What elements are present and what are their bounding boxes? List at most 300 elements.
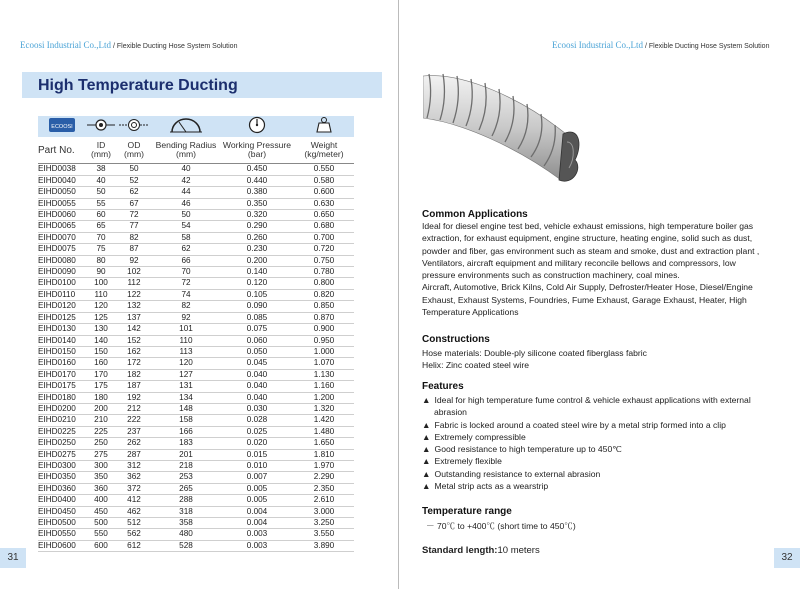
table-row — [38, 164, 354, 175]
table-cell: 40 — [86, 175, 116, 186]
table-cell: 50 — [86, 187, 116, 198]
table-cell: 462 — [116, 506, 152, 517]
table-row — [38, 472, 354, 483]
column-header — [38, 137, 86, 164]
text-line: powder and fiber, gas environment such as steam and smoke, dust and extraction plant , — [422, 245, 760, 256]
table-cell: 0.030 — [220, 403, 294, 414]
table-cell: 1.320 — [294, 403, 354, 414]
table-row — [38, 392, 354, 403]
table-cell: 70 — [86, 232, 116, 243]
table-cell: 362 — [116, 472, 152, 483]
table-cell: 372 — [116, 483, 152, 494]
table-cell: 0.720 — [294, 244, 354, 255]
column-header-line: OD — [127, 140, 141, 151]
pressure-gauge-icon — [220, 116, 294, 137]
table-cell: 162 — [116, 346, 152, 357]
table-cell: 0.075 — [220, 324, 294, 335]
table-cell: 62 — [152, 244, 220, 255]
column-header-line: Weight — [310, 140, 338, 151]
table-cell: 50 — [152, 210, 220, 221]
table-cell: 92 — [116, 255, 152, 266]
triangle-bullet-icon: ▲ — [422, 419, 431, 430]
table-row — [38, 335, 354, 346]
table-cell: 0.004 — [220, 506, 294, 517]
table-cell: 113 — [152, 346, 220, 357]
table-row — [38, 460, 354, 471]
feature-item — [422, 443, 780, 455]
table-cell: 0.230 — [220, 244, 294, 255]
table-cell: 212 — [116, 403, 152, 414]
table-cell: 0.290 — [220, 221, 294, 232]
table-cell: 92 — [152, 312, 220, 323]
triangle-bullet-icon: ▲ — [422, 456, 431, 467]
table-cell: 101 — [152, 324, 220, 335]
table-cell: 0.750 — [294, 255, 354, 266]
table-row — [38, 301, 354, 312]
table-cell: EIHD0070 — [38, 232, 86, 243]
table-cell: 50 — [116, 164, 152, 175]
table-row — [38, 518, 354, 529]
table-cell: 60 — [86, 210, 116, 221]
table-cell: EIHD0275 — [38, 449, 86, 460]
table-cell: 250 — [86, 438, 116, 449]
table-cell: 0.040 — [220, 369, 294, 380]
table-row — [38, 175, 354, 186]
table-cell: 0.950 — [294, 335, 354, 346]
table-cell: 562 — [116, 529, 152, 540]
table-row — [38, 267, 354, 278]
table-row — [38, 403, 354, 414]
table-row — [38, 198, 354, 209]
table-row — [38, 540, 354, 551]
table-cell: 75 — [86, 244, 116, 255]
page-title: High Temperature Ducting — [38, 77, 238, 94]
table-cell: 70 — [152, 267, 220, 278]
spec-table — [38, 116, 354, 552]
table-cell: 265 — [152, 483, 220, 494]
table-cell: EIHD0150 — [38, 346, 86, 357]
table-cell: EIHD0075 — [38, 244, 86, 255]
table-cell: EIHD0050 — [38, 187, 86, 198]
column-header-line: Working Pressure — [222, 140, 292, 151]
feature-item — [422, 394, 780, 419]
hose-photo-icon — [423, 68, 585, 196]
table-cell: 0.090 — [220, 301, 294, 312]
table-cell: 0.120 — [220, 278, 294, 289]
table-cell: 0.005 — [220, 495, 294, 506]
table-cell: 183 — [152, 438, 220, 449]
column-header-unit: (mm) — [123, 149, 145, 160]
table-cell: 0.550 — [294, 164, 354, 175]
table-cell: 0.350 — [220, 198, 294, 209]
table-cell: 102 — [116, 267, 152, 278]
logo-text: ECOOSI — [51, 124, 73, 130]
table-cell: EIHD0550 — [38, 529, 86, 540]
header-slash-right: / — [644, 43, 647, 50]
table-cell: 400 — [86, 495, 116, 506]
table-cell: 180 — [86, 392, 116, 403]
table-cell: 134 — [152, 392, 220, 403]
table-cell: 412 — [116, 495, 152, 506]
table-cell: 54 — [152, 221, 220, 232]
table-cell: 0.820 — [294, 289, 354, 300]
header-slash: / — [112, 43, 115, 50]
constructions-text — [422, 347, 777, 372]
triangle-bullet-icon: ▲ — [422, 395, 431, 405]
table-cell: 218 — [152, 460, 220, 471]
table-cell: 0.004 — [220, 518, 294, 529]
table-cell: 0.680 — [294, 221, 354, 232]
table-cell: 275 — [86, 449, 116, 460]
table-cell: 3.000 — [294, 506, 354, 517]
table-cell: EIHD0450 — [38, 506, 86, 517]
table-row — [38, 449, 354, 460]
table-cell: 0.010 — [220, 460, 294, 471]
table-row — [38, 187, 354, 198]
table-cell: 140 — [86, 335, 116, 346]
table-cell: 312 — [116, 460, 152, 471]
table-cell: 0.028 — [220, 415, 294, 426]
column-header — [152, 137, 220, 164]
table-row — [38, 483, 354, 494]
table-cell: 225 — [86, 426, 116, 437]
table-cell: 0.200 — [220, 255, 294, 266]
table-cell: 0.650 — [294, 210, 354, 221]
table-cell: 1.650 — [294, 438, 354, 449]
table-cell: 87 — [116, 244, 152, 255]
table-cell: 253 — [152, 472, 220, 483]
table-cell: EIHD0400 — [38, 495, 86, 506]
table-cell: 38 — [86, 164, 116, 175]
table-cell: 112 — [116, 278, 152, 289]
table-row — [38, 255, 354, 266]
table-cell: 66 — [152, 255, 220, 266]
ecoosi-logo-icon — [38, 116, 86, 137]
table-row — [38, 324, 354, 335]
company-name-right: Ecoosi Industrial Co.,Ltd — [552, 40, 643, 50]
common-applications-heading: Common Applications — [422, 209, 528, 220]
table-row — [38, 210, 354, 221]
table-cell: 152 — [116, 335, 152, 346]
triangle-bullet-icon: ▲ — [422, 481, 431, 492]
table-cell: 0.040 — [220, 381, 294, 392]
table-cell: 0.260 — [220, 232, 294, 243]
features-heading: Features — [422, 381, 464, 392]
table-row — [38, 438, 354, 449]
table-cell: 127 — [152, 369, 220, 380]
table-cell: EIHD0300 — [38, 460, 86, 471]
table-cell: 288 — [152, 495, 220, 506]
column-header-unit: (mm) — [175, 149, 197, 160]
table-cell: EIHD0225 — [38, 426, 86, 437]
feature-item — [422, 480, 780, 492]
table-cell: 480 — [152, 529, 220, 540]
table-cell: 237 — [116, 426, 152, 437]
table-cell: 175 — [86, 381, 116, 392]
table-row — [38, 506, 354, 517]
triangle-bullet-icon: ▲ — [422, 431, 431, 442]
table-cell: 187 — [116, 381, 152, 392]
table-cell: 131 — [152, 381, 220, 392]
right-page-header — [552, 40, 769, 50]
table-cell: 1.160 — [294, 381, 354, 392]
icon-row — [38, 116, 354, 137]
column-header — [116, 137, 152, 164]
table-cell: 0.005 — [220, 483, 294, 494]
company-name: Ecoosi Industrial Co.,Ltd — [20, 40, 111, 50]
table-cell: 72 — [152, 278, 220, 289]
weight-icon — [294, 116, 354, 137]
table-cell: EIHD0110 — [38, 289, 86, 300]
table-cell: EIHD0040 — [38, 175, 86, 186]
temperature-range-heading: Temperature range — [422, 506, 512, 517]
header-tagline: Flexible Ducting Hose System Solution — [116, 43, 238, 50]
table-cell: 528 — [152, 540, 220, 551]
table-cell: 170 — [86, 369, 116, 380]
table-cell: EIHD0170 — [38, 369, 86, 380]
table-cell: 512 — [116, 518, 152, 529]
table-cell: 600 — [86, 540, 116, 551]
table-row — [38, 495, 354, 506]
table-row — [38, 415, 354, 426]
table-cell: 148 — [152, 403, 220, 414]
table-row — [38, 244, 354, 255]
table-cell: 72 — [116, 210, 152, 221]
feature-text: Extremely compressible — [434, 431, 526, 442]
table-cell: EIHD0200 — [38, 403, 86, 414]
table-cell: 120 — [152, 358, 220, 369]
text-line: Ideal for diesel engine test bed, vehicle exhaust emissions, high temperature boiler gas — [422, 221, 754, 231]
table-cell: 46 — [152, 198, 220, 209]
table-cell: EIHD0160 — [38, 358, 86, 369]
text-line: Helix: Zinc coated steel wire — [422, 360, 529, 371]
text-line: Temperature Applications — [422, 307, 519, 318]
table-cell: 0.025 — [220, 426, 294, 437]
text-line: extraction, for exhaust equipment, engine structure, heating engine, solid such as dust, — [422, 233, 753, 244]
table-cell: 137 — [116, 312, 152, 323]
feature-text: Ideal for high temperature fume control & vehicle exhaust applications with external abrasion — [434, 395, 751, 418]
column-header-unit: (kg/meter) — [304, 149, 344, 160]
table-cell: 67 — [116, 198, 152, 209]
left-page-number: 31 — [0, 548, 26, 568]
feature-item — [422, 468, 780, 480]
table-cell: 132 — [116, 301, 152, 312]
table-row — [38, 381, 354, 392]
table-cell: 1.130 — [294, 369, 354, 380]
table-cell: 0.015 — [220, 449, 294, 460]
table-cell: 0.380 — [220, 187, 294, 198]
table-cell: 0.780 — [294, 267, 354, 278]
table-cell: 0.580 — [294, 175, 354, 186]
table-cell: 100 — [86, 278, 116, 289]
table-cell: 1.200 — [294, 392, 354, 403]
table-cell: 612 — [116, 540, 152, 551]
column-header-line: ID — [96, 140, 106, 151]
table-cell: 358 — [152, 518, 220, 529]
table-cell: 450 — [86, 506, 116, 517]
table-cell: 1.070 — [294, 358, 354, 369]
right-page-number: 32 — [774, 548, 800, 568]
table-cell: 300 — [86, 460, 116, 471]
table-cell: 122 — [116, 289, 152, 300]
triangle-bullet-icon: ▲ — [422, 468, 431, 479]
table-cell: 318 — [152, 506, 220, 517]
table-cell: 0.850 — [294, 301, 354, 312]
column-header-line: Part No. — [38, 144, 75, 156]
table-cell: 0.140 — [220, 267, 294, 278]
standard-length-label: Standard length: — [422, 545, 498, 556]
text-line: Ventilators, aircraft equipment and military reconcile bellows and compressors, low — [422, 257, 736, 268]
left-page-header — [20, 40, 237, 50]
standard-length — [422, 545, 777, 557]
table-cell: 142 — [116, 324, 152, 335]
table-cell: 125 — [86, 312, 116, 323]
feature-item — [422, 431, 780, 443]
table-row — [38, 529, 354, 540]
table-cell: EIHD0250 — [38, 438, 86, 449]
left-page — [0, 0, 399, 589]
table-cell: 44 — [152, 187, 220, 198]
table-cell: EIHD0500 — [38, 518, 86, 529]
table-cell: 82 — [116, 232, 152, 243]
table-cell: 0.900 — [294, 324, 354, 335]
inner-diameter-icon — [86, 116, 116, 137]
table-cell: 287 — [116, 449, 152, 460]
table-cell: 0.050 — [220, 346, 294, 357]
table-cell: 130 — [86, 324, 116, 335]
table-cell: 0.105 — [220, 289, 294, 300]
table-cell: 550 — [86, 529, 116, 540]
table-cell: 3.250 — [294, 518, 354, 529]
features-list — [422, 394, 780, 492]
table-cell: 0.700 — [294, 232, 354, 243]
table-cell: 222 — [116, 415, 152, 426]
table-row — [38, 426, 354, 437]
table-cell: 210 — [86, 415, 116, 426]
table-cell: 201 — [152, 449, 220, 460]
table-cell: EIHD0060 — [38, 210, 86, 221]
table-cell: 120 — [86, 301, 116, 312]
column-header — [220, 137, 294, 164]
table-cell: 172 — [116, 358, 152, 369]
bending-radius-icon — [152, 116, 220, 137]
column-header-unit: (bar) — [247, 149, 267, 160]
table-cell: 90 — [86, 267, 116, 278]
table-cell: EIHD0360 — [38, 483, 86, 494]
table-cell: 0.870 — [294, 312, 354, 323]
common-applications-text — [422, 220, 777, 318]
table-cell: 182 — [116, 369, 152, 380]
table-cell: EIHD0350 — [38, 472, 86, 483]
table-cell: 58 — [152, 232, 220, 243]
table-cell: 110 — [86, 289, 116, 300]
column-header-line: Bending Radius — [155, 140, 217, 151]
table-cell: 42 — [152, 175, 220, 186]
table-cell: 0.007 — [220, 472, 294, 483]
table-cell: 1.970 — [294, 460, 354, 471]
table-cell: 0.060 — [220, 335, 294, 346]
table-cell: 62 — [116, 187, 152, 198]
table-cell: EIHD0080 — [38, 255, 86, 266]
column-header — [294, 137, 354, 164]
table-cell: 0.040 — [220, 392, 294, 403]
table-cell: 166 — [152, 426, 220, 437]
table-cell: 200 — [86, 403, 116, 414]
table-row — [38, 221, 354, 232]
title-banner — [22, 72, 382, 98]
table-cell: 1.420 — [294, 415, 354, 426]
table-cell: 0.320 — [220, 210, 294, 221]
table-cell: 65 — [86, 221, 116, 232]
table-cell: 262 — [116, 438, 152, 449]
table-cell: EIHD0180 — [38, 392, 86, 403]
table-cell: EIHD0140 — [38, 335, 86, 346]
table-cell: 0.450 — [220, 164, 294, 175]
table-cell: 158 — [152, 415, 220, 426]
table-cell: 2.290 — [294, 472, 354, 483]
table-cell: 0.003 — [220, 540, 294, 551]
table-row — [38, 369, 354, 380]
standard-length-value: 10 meters — [497, 545, 540, 556]
table-cell: 55 — [86, 198, 116, 209]
table-cell: 0.600 — [294, 187, 354, 198]
table-cell: 192 — [116, 392, 152, 403]
table-cell: EIHD0210 — [38, 415, 86, 426]
table-cell: 3.550 — [294, 529, 354, 540]
table-cell: EIHD0055 — [38, 198, 86, 209]
table-cell: EIHD0038 — [38, 164, 86, 175]
table-cell: 360 — [86, 483, 116, 494]
table-cell: 0.630 — [294, 198, 354, 209]
table-cell: 110 — [152, 335, 220, 346]
table-cell: EIHD0130 — [38, 324, 86, 335]
header-tagline-right: Flexible Ducting Hose System Solution — [648, 43, 770, 50]
table-cell: 0.085 — [220, 312, 294, 323]
table-cell: EIHD0065 — [38, 221, 86, 232]
table-cell: EIHD0120 — [38, 301, 86, 312]
table-row — [38, 346, 354, 357]
text-line: pressure environments such as construction machinery, coal mines. — [422, 270, 680, 281]
text-line: Aircraft, Automotive, Brick Kilns, Cold Air Supply, Defroster/Heater Hose, Diesel/Engine — [422, 282, 753, 293]
table-row — [38, 289, 354, 300]
triangle-bullet-icon: ▲ — [422, 444, 431, 455]
text-line: Exhaust, Exhaust Systems, Foundries, Fume Exhaust, Garage Exhaust, Heater, High — [422, 294, 747, 305]
table-cell: 74 — [152, 289, 220, 300]
table-cell: 2.610 — [294, 495, 354, 506]
table-cell: 0.440 — [220, 175, 294, 186]
table-cell: EIHD0090 — [38, 267, 86, 278]
table-cell: 0.020 — [220, 438, 294, 449]
table-cell: EIHD0175 — [38, 381, 86, 392]
table-cell: 52 — [116, 175, 152, 186]
outer-diameter-icon — [116, 116, 152, 137]
feature-text: Outstanding resistance to external abrasion — [434, 468, 601, 479]
constructions-heading: Constructions — [422, 334, 490, 345]
feature-text: Extremely flexible — [434, 456, 502, 467]
table-cell: 1.000 — [294, 346, 354, 357]
table-cell: 1.810 — [294, 449, 354, 460]
table-row — [38, 312, 354, 323]
feature-item — [422, 419, 780, 431]
table-cell: 0.045 — [220, 358, 294, 369]
feature-text: Good resistance to high temperature up to 450℃ — [434, 444, 622, 455]
feature-text: Metal strip acts as a wearstrip — [434, 481, 549, 492]
table-cell: 150 — [86, 346, 116, 357]
table-cell: 3.890 — [294, 540, 354, 551]
table-cell: 77 — [116, 221, 152, 232]
table-cell: 1.480 — [294, 426, 354, 437]
table-cell: 0.003 — [220, 529, 294, 540]
